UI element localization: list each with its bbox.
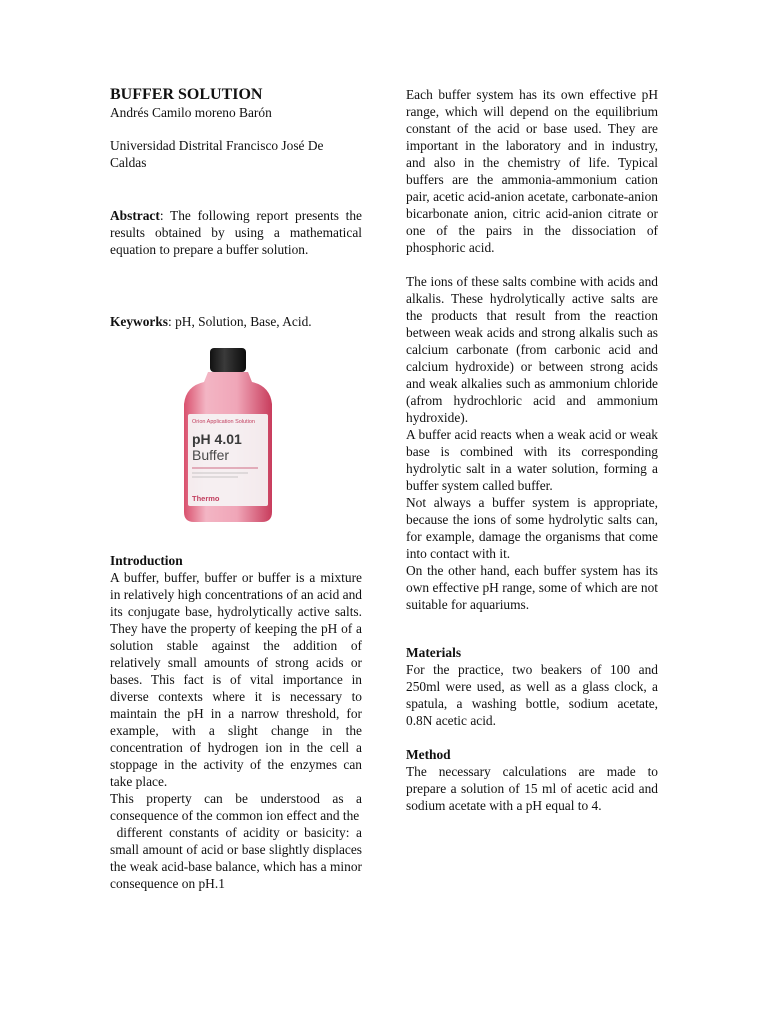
keywords: [110, 313, 362, 330]
bottle-image: [178, 346, 278, 524]
right-paragraph-4: Not always a buffer system is appropriate, because the ions of some hydrolytic salts can, for example, damage the organisms that come into contact with it.: [406, 495, 658, 561]
keywords-text: : pH, Solution, Base, Acid.: [168, 314, 312, 329]
paper-title: BUFFER SOLUTION: [110, 86, 263, 103]
right-paragraph-2: The ions of these salts combine with acids and alkalis. These hydrolytically active salts are the products that result from the reaction between weak acids and strong alkalis such as calcium carbonate (from carbonic acid and calcium hydroxide) or between strong acids and weak alkalies such as ammonium chloride (afrom hydrochloric acid and ammonium hydroxide).: [406, 274, 658, 425]
bottle-label-top: Orion Application Solution: [192, 419, 255, 425]
bottle-buffer-word: Buffer: [192, 447, 230, 463]
keywords-label: Keyworks: [110, 314, 169, 329]
abstract-label: Abstract: [110, 208, 160, 223]
introduction-paragraph-2: This property can be understood as a consequence of the common ion effect and the: [110, 791, 362, 823]
left-column: [110, 86, 366, 892]
bottle-cap: [210, 348, 246, 372]
bottle-brand: Thermo: [192, 494, 220, 503]
materials-heading: Materials: [406, 645, 462, 660]
abstract: [110, 207, 362, 258]
abstract-text: : The following report presents the results obtained by using a mathematical equation to prepare a buffer solution.: [110, 208, 362, 257]
right-column: [406, 86, 658, 814]
right-paragraph-1: Each buffer system has its own effective pH range, which will depend on the equilibrium constant of the acid or base used. They are important in the laboratory and in industry, and also in the chemistry of life. Typical buffers are the ammonia-ammonium cation pair, acetic acid-anion acetate, carbonate-anion bicarbonate anion, citric acid-anion citrate or one of the pairs in the dissociation of phosphoric acid.: [406, 87, 658, 255]
materials-text: For the practice, two beakers of 100 and 250ml were used, as well as a glass clock, a spatula, a washing bottle, sodium acetate, 0.8N acetic acid.: [406, 662, 658, 728]
method-heading: Method: [406, 747, 451, 762]
right-paragraph-5: On the other hand, each buffer system has its own effective pH range, some of which are not suitable for aquariums.: [406, 563, 658, 612]
introduction-heading: Introduction: [110, 553, 183, 568]
author-name: Andrés Camilo moreno Barón: [110, 105, 272, 120]
introduction-paragraph-1: A buffer, buffer, buffer or buffer is a mixture in relatively high concentrations of an acid and its conjugate base, hydrolytically active salts. They have the property of keeping the pH of a solution stable against the addition of relatively small amounts of strong acids or bases. This fact is of vital importance in diverse contexts where it is necessary to maintain the pH in a narrow threshold, for example, with a slight change in the concentration of hydrogen ion in the cell a stoppage in the activity of the enzymes can take place.: [110, 570, 362, 789]
bottle-ph: pH 4.01: [192, 431, 242, 447]
affiliation: Universidad Distrital Francisco José De Caldas: [110, 138, 324, 170]
introduction-paragraph-3: different constants of acidity or basicity: a small amount of acid or base slightly displaces the weak acid-base balance, which has a minor consequence on pH.1: [110, 825, 366, 891]
method-text: The necessary calculations are made to prepare a solution of 15 ml of acetic acid and sodium acetate with a pH equal to 4.: [406, 764, 658, 813]
right-paragraph-3: A buffer acid reacts when a weak acid or weak base is combined with its corresponding hydrolytic salt in a water solution, forming a buffer system called buffer.: [406, 427, 658, 493]
figure-buffer-bottle: [110, 346, 362, 526]
